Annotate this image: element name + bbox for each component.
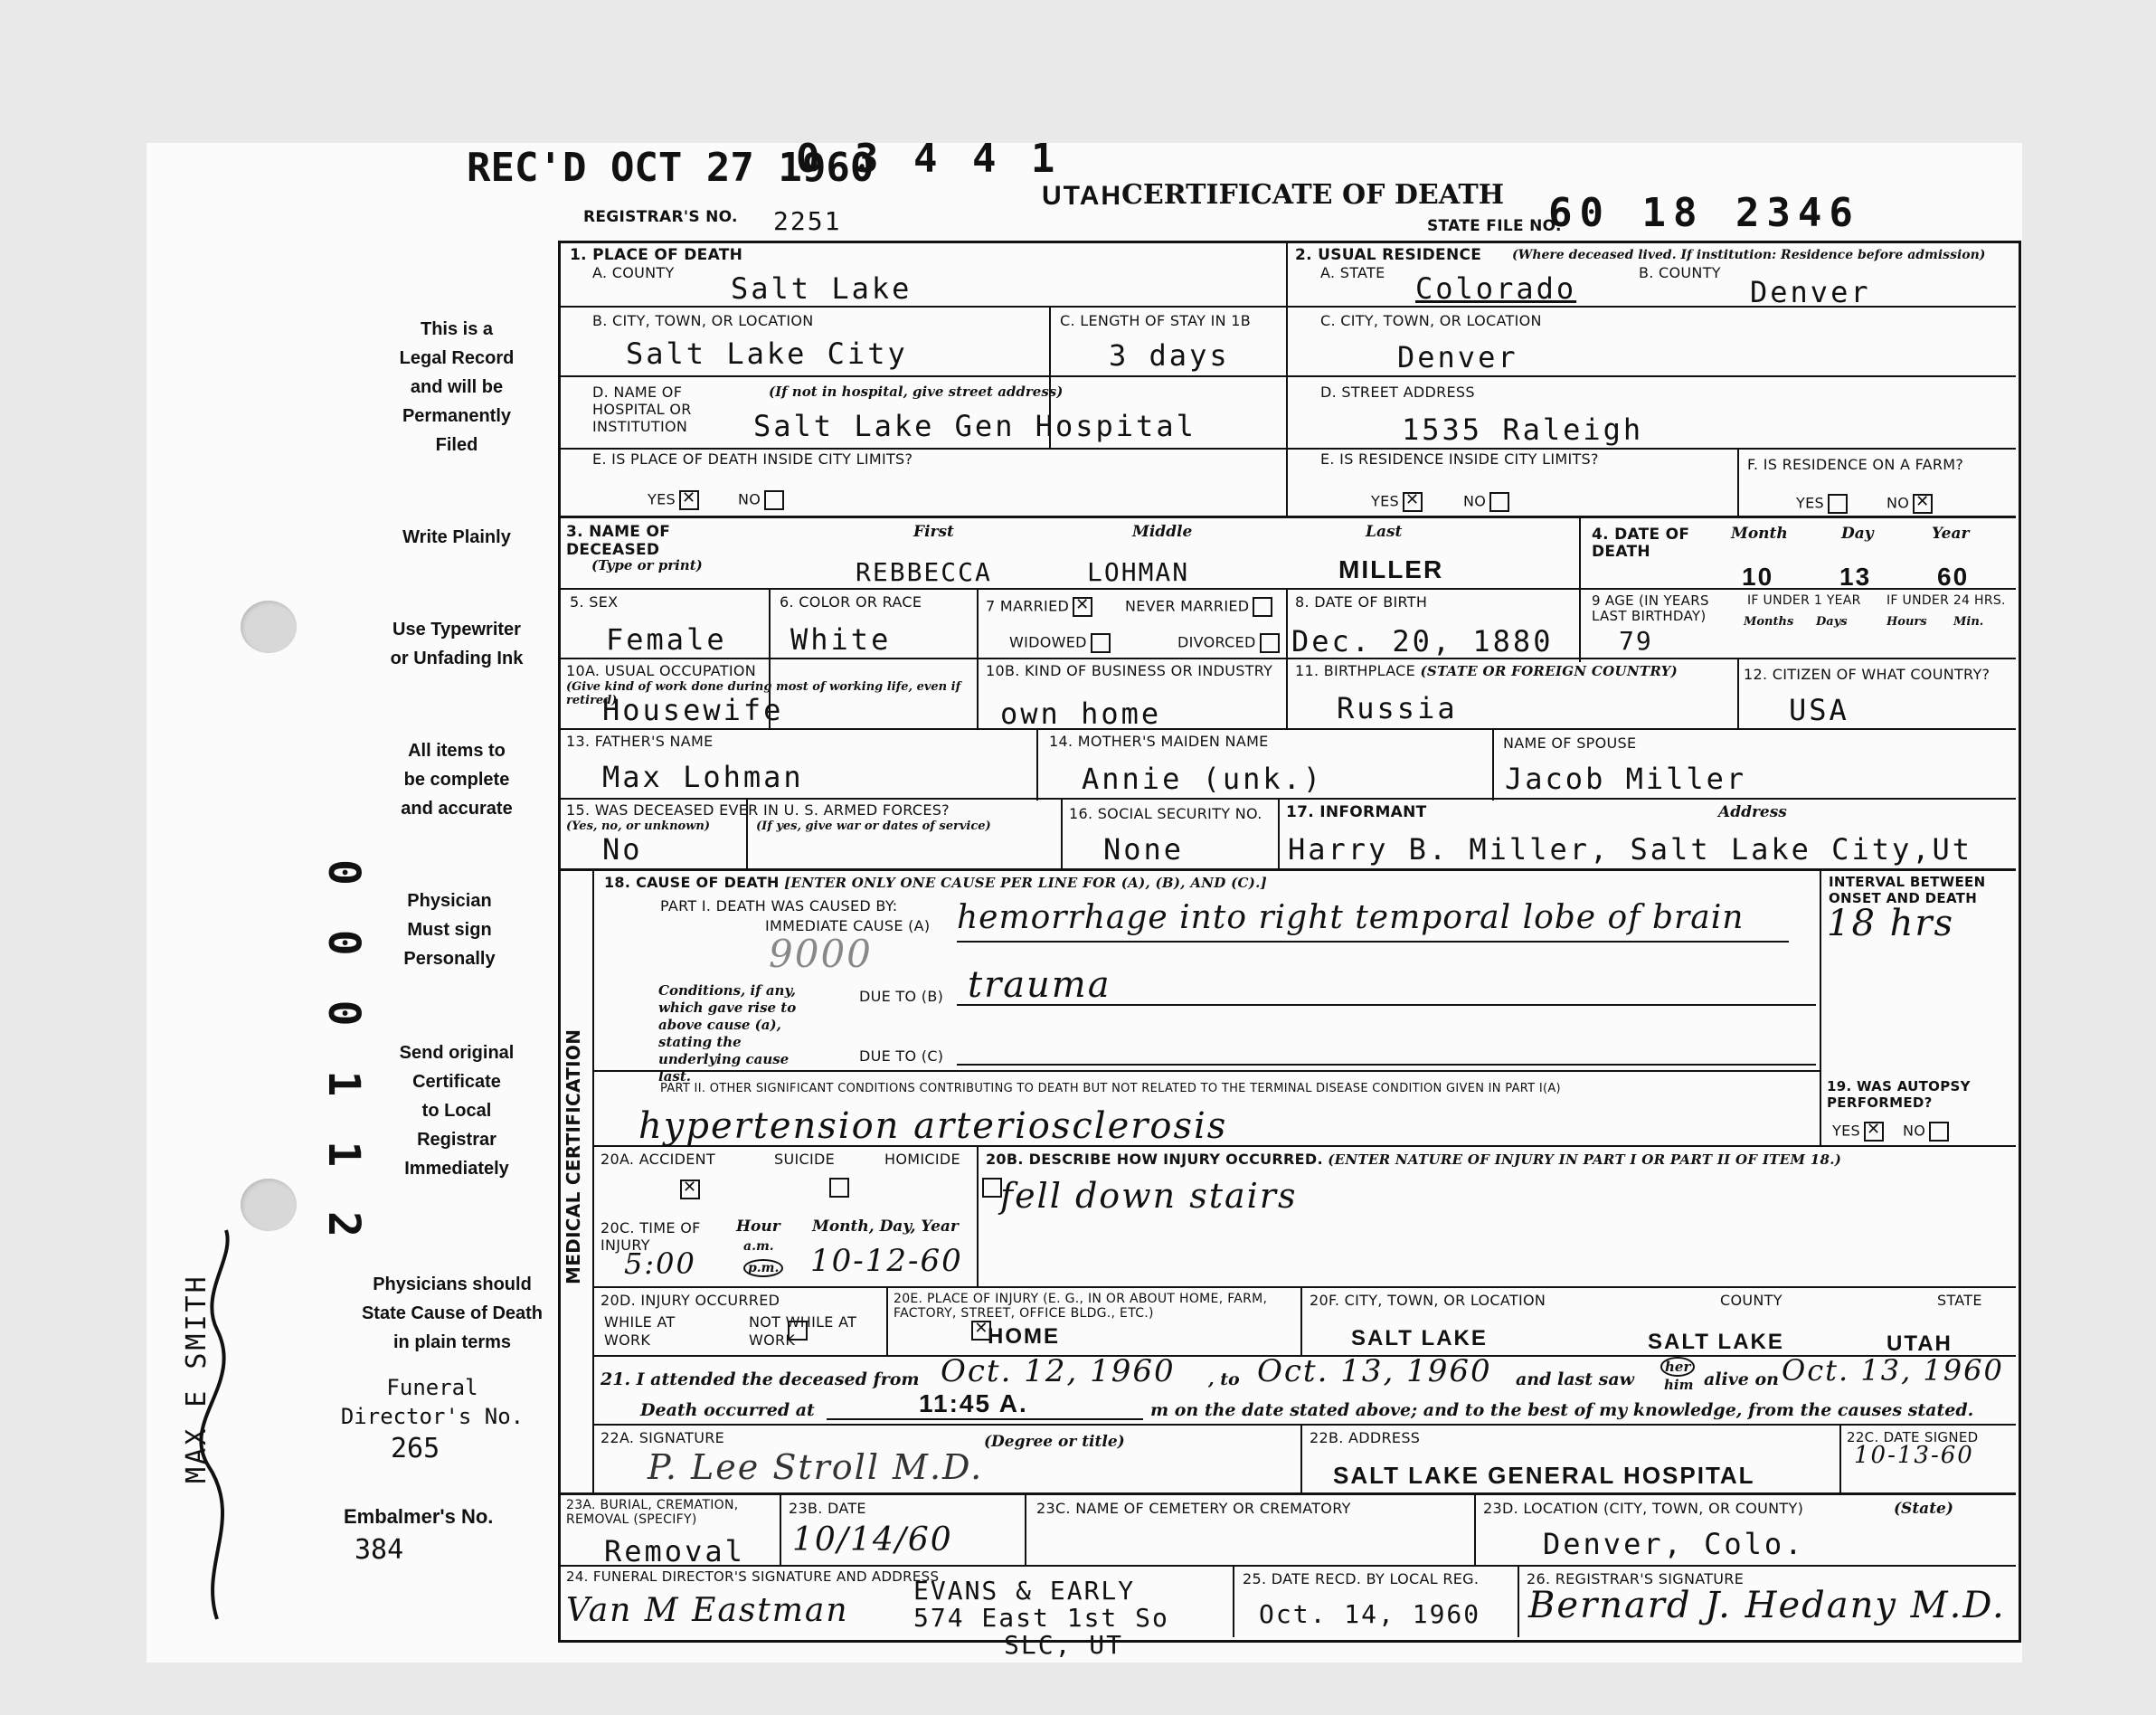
married-option[interactable]: 7 MARRIED✕: [986, 597, 1092, 617]
embalmer-no: 384: [355, 1534, 404, 1566]
residence-inside-label: E. IS RESIDENCE INSIDE CITY LIMITS?: [1320, 450, 1599, 468]
sidebar-send: Send original Certificate to Local Registrar Immediately: [399, 1043, 515, 1179]
burial-method: Removal: [604, 1534, 745, 1568]
homicide-label: HOMICIDE: [884, 1151, 960, 1168]
age-label: 9 AGE (IN YEARS LAST BIRTHDAY): [1592, 592, 1709, 624]
min-label: Min.: [1953, 615, 1984, 629]
state-file-number: 60 18 2346: [1548, 190, 1860, 236]
signer-address: SALT LAKE GENERAL HOSPITAL: [1333, 1462, 1755, 1489]
injury-state: UTAH: [1886, 1331, 1953, 1356]
sidebar-cause: Physicians should State Cause of Death in plain terms: [361, 1274, 544, 1352]
date-recd: Oct. 14, 1960: [1259, 1599, 1481, 1629]
cause-b: trauma: [968, 964, 1111, 1006]
punch-hole: [241, 601, 297, 653]
sidebar-legal: This is a Legal Record and will be Permanently Filed: [399, 319, 515, 455]
interval: 18 hrs: [1827, 903, 1955, 944]
embalmer-label: Embalmer's No.: [344, 1505, 494, 1528]
residence-county: Denver: [1750, 275, 1871, 309]
cemetery-label: 23C. NAME OF CEMETERY OR CREMATORY: [1036, 1500, 1351, 1517]
her-label: her: [1660, 1357, 1695, 1377]
business-label: 10B. KIND OF BUSINESS OR INDUSTRY: [986, 662, 1273, 679]
injury-description: fell down stairs: [1000, 1176, 1298, 1216]
citizen: USA: [1789, 693, 1849, 727]
checkbox[interactable]: [1253, 597, 1272, 617]
autopsy-label: 19. WAS AUTOPSY PERFORMED?: [1827, 1078, 1971, 1111]
cause-label: 18. CAUSE OF DEATH [ENTER ONLY ONE CAUSE PER LINE FOR (A), (B), AND (C).]: [604, 874, 1268, 891]
time-of-injury: 5:00: [624, 1246, 696, 1281]
injury-county-label: COUNTY: [1720, 1292, 1782, 1309]
farm-label: F. IS RESIDENCE ON A FARM?: [1747, 456, 1964, 473]
address-label: Address: [1718, 803, 1787, 821]
farm-yes[interactable]: YES: [1796, 494, 1848, 514]
residence-inside-yes[interactable]: YES✕: [1371, 492, 1423, 512]
place-of-injury: HOME: [988, 1324, 1060, 1349]
date-of-death-label: 4. DATE OF DEATH: [1592, 526, 1690, 561]
alive-on-label: alive on: [1704, 1369, 1779, 1389]
race-label: 6. COLOR OR RACE: [780, 593, 922, 611]
death-inside-no[interactable]: NO: [738, 490, 784, 510]
checkbox-checked[interactable]: [679, 490, 699, 510]
dob-label: 8. DATE OF BIRTH: [1295, 593, 1428, 611]
signature-label: 22A. SIGNATURE: [600, 1429, 725, 1446]
injury-city-label: 20F. CITY, TOWN, OR LOCATION: [1310, 1292, 1546, 1309]
length-of-stay: 3 days: [1109, 338, 1230, 373]
street-label: D. STREET ADDRESS: [1320, 384, 1475, 401]
checkbox[interactable]: [1260, 633, 1280, 653]
accident-checkbox[interactable]: [680, 1180, 700, 1199]
while-at-work-option[interactable]: WHILE AT WORK: [604, 1313, 676, 1349]
armed-forces: No: [602, 832, 643, 867]
time-of-injury-label: 20C. TIME OF INJURY: [600, 1219, 701, 1254]
medical-cert-label: MEDICAL CERTIFICATION: [563, 1028, 584, 1284]
citizen-label: 12. CITIZEN OF WHAT COUNTRY?: [1744, 666, 1991, 683]
alive-date: Oct. 13, 1960: [1782, 1353, 2004, 1388]
injury-state-label: STATE: [1937, 1292, 1982, 1309]
suicide-label: SUICIDE: [774, 1151, 836, 1168]
registrar-sig-label: 26. REGISTRAR'S SIGNATURE: [1527, 1570, 1745, 1587]
deceased-name-label: 3. NAME OF DECEASED: [566, 523, 671, 559]
informant: Harry B. Miller, Salt Lake City,Ut: [1288, 832, 1973, 867]
homicide-checkbox[interactable]: [982, 1178, 1002, 1198]
ssn-label: 16. SOCIAL SECURITY NO.: [1069, 805, 1262, 822]
injury-date: 10-12-60: [810, 1243, 963, 1279]
inside-limits-label: E. IS PLACE OF DEATH INSIDE CITY LIMITS?: [592, 450, 913, 468]
occurred-tail: m on the date stated above; and to the best of my knowledge, from the causes stated.: [1150, 1400, 1974, 1420]
injury-occurred-label: 20D. INJURY OCCURRED: [600, 1292, 780, 1309]
hospital-note: (If not in hospital, give street address): [769, 384, 1064, 400]
hours-label: Hours: [1886, 615, 1927, 629]
injury-county: SALT LAKE: [1648, 1330, 1784, 1354]
death-city-label: B. CITY, TOWN, OR LOCATION: [592, 312, 814, 329]
attended-to: Oct. 13, 1960: [1257, 1353, 1492, 1389]
mother-name: Annie (unk.): [1082, 762, 1324, 796]
checkbox[interactable]: [1489, 492, 1509, 512]
due-to-c-label: DUE TO (C): [859, 1047, 944, 1065]
autopsy-yes[interactable]: YES✕: [1832, 1122, 1884, 1142]
father-label: 13. FATHER'S NAME: [566, 733, 714, 750]
business: own home: [1000, 696, 1162, 731]
year-label: Year: [1932, 525, 1970, 543]
sex-label: 5. SEX: [570, 593, 619, 611]
place-of-injury-label: 20E. PLACE OF INJURY (E. G., IN OR ABOUT HOME, FARM, FACTORY, STREET, OFFICE BLDG., ETC.): [894, 1292, 1268, 1321]
death-day: 13: [1839, 563, 1872, 591]
armed-note-2: (If yes, give war or dates of service): [756, 820, 991, 833]
days-label: Days: [1816, 615, 1848, 629]
funeral-director-sig-label: 24. FUNERAL DIRECTOR'S SIGNATURE AND ADDRESS: [566, 1568, 940, 1585]
under-1-year-label: IF UNDER 1 YEAR: [1747, 593, 1861, 608]
sex: Female: [606, 622, 727, 657]
state-file-label: STATE FILE NO.: [1427, 217, 1562, 235]
occupation-note: (Give kind of work done during most of working life, even if retired): [566, 680, 961, 707]
am-label: a.m.: [743, 1239, 774, 1254]
injury-city: SALT LAKE: [1351, 1326, 1488, 1350]
sidebar-typewriter: Use Typewriter or Unfading Ink: [390, 620, 524, 668]
residence-county-label: B. COUNTY: [1639, 264, 1721, 281]
physician-signature: P. Lee Stroll M.D.: [648, 1447, 984, 1487]
sidebar-write: Write Plainly: [402, 527, 511, 547]
stamp-number: 0 3 4 4 1: [796, 136, 1061, 182]
not-at-work-option[interactable]: NOT WHILE AT WORK: [749, 1313, 857, 1349]
divorced-option[interactable]: DIVORCED: [1177, 633, 1280, 653]
mother-label: 14. MOTHER'S MAIDEN NAME: [1049, 733, 1269, 750]
last-name: MILLER: [1338, 555, 1444, 583]
sidebar-complete: All items to be complete and accurate: [401, 741, 513, 819]
birthplace-label: 11. BIRTHPLACE (STATE OR FOREIGN COUNTRY): [1295, 662, 1678, 679]
death-time: 11:45 A.: [919, 1389, 1028, 1417]
checkbox-checked[interactable]: [1403, 492, 1423, 512]
autopsy-no[interactable]: NO: [1903, 1122, 1949, 1142]
him-label: him: [1664, 1377, 1694, 1393]
burial-location: Denver, Colo.: [1543, 1527, 1805, 1561]
burial-date-label: 23B. DATE: [789, 1500, 866, 1517]
date-signed-label: 22C. DATE SIGNED: [1847, 1429, 1979, 1445]
occurred-at-label: Death occurred at: [640, 1400, 815, 1420]
funeral-address: EVANS & EARLY 574 East 1st So SLC, UT: [913, 1576, 1169, 1660]
spouse-name: Jacob Miller: [1505, 762, 1747, 796]
signer-address-label: 22B. ADDRESS: [1310, 1429, 1421, 1446]
under-24-hrs-label: IF UNDER 24 HRS.: [1886, 593, 2006, 608]
farm-no[interactable]: NO✕: [1886, 494, 1933, 514]
residence-state-label: A. STATE: [1320, 264, 1385, 281]
to-label: , to: [1208, 1369, 1240, 1389]
funeral-director-signature: Van M Eastman: [566, 1592, 849, 1629]
widowed-option[interactable]: WIDOWED: [1009, 633, 1111, 653]
coding-number: 9000: [769, 932, 873, 976]
age: 79: [1619, 626, 1653, 656]
part2-label: PART II. OTHER SIGNIFICANT CONDITIONS CONTRIBUTING TO DEATH BUT NOT RELATED TO THE TERMINAL DISEASE CONDITION GIVEN IN PART I(A): [660, 1082, 1561, 1095]
date-recd-label: 25. DATE RECD. BY LOCAL REG.: [1243, 1570, 1480, 1587]
date-of-birth: Dec. 20, 1880: [1291, 624, 1554, 659]
burial-date: 10/14/60: [792, 1521, 953, 1559]
degree-label: (Degree or title): [984, 1433, 1125, 1451]
state-name: UTAH: [1042, 181, 1123, 211]
due-to-b-label: DUE TO (B): [859, 988, 944, 1005]
checkbox[interactable]: [764, 490, 784, 510]
residence-inside-no[interactable]: NO: [1463, 492, 1509, 512]
middle-label: Middle: [1132, 523, 1193, 541]
pm-label: p.m.: [743, 1259, 783, 1277]
death-year: 60: [1937, 563, 1970, 591]
burial-label: 23A. BURIAL, CREMATION, REMOVAL (SPECIFY): [566, 1498, 739, 1527]
county-label: A. COUNTY: [592, 264, 675, 281]
funeral-director-label: Funeral Director's No.: [340, 1375, 525, 1429]
armed-label: 15. WAS DECEASED EVER IN U. S. ARMED FORCES?: [566, 801, 950, 819]
registrar-no: 2251: [773, 206, 842, 236]
month-label: Month: [1731, 525, 1788, 543]
hour-label: Hour: [736, 1218, 780, 1236]
residence-street: 1535 Raleigh: [1402, 412, 1644, 447]
page-title: CERTIFICATE OF DEATH: [1121, 179, 1505, 211]
residence-note: (Where deceased lived. If institution: Residence before admission): [1512, 248, 1986, 262]
informant-label: 17. INFORMANT: [1286, 803, 1427, 821]
registrar-no-label: REGISTRAR'S NO.: [583, 208, 738, 226]
part2-value: hypertension arteriosclerosis: [638, 1105, 1228, 1147]
interval-label: INTERVAL BETWEEN ONSET AND DEATH: [1829, 874, 1986, 906]
birthplace: Russia: [1337, 691, 1458, 725]
describe-label: 20B. DESCRIBE HOW INJURY OCCURRED. (ENTER NATURE OF INJURY IN PART I OR PART II OF ITEM 18.): [986, 1151, 1842, 1168]
attended-from: Oct. 12, 1960: [941, 1353, 1176, 1389]
cause-a: hemorrhage into right temporal lobe of brain: [957, 899, 1745, 936]
checkbox[interactable]: [1828, 494, 1848, 514]
occupation-label: 10A. USUAL OCCUPATION: [566, 662, 757, 679]
sidebar-physician: Physician Must sign Personally: [403, 891, 496, 969]
first-label: First: [913, 523, 954, 541]
death-county: Salt Lake: [731, 271, 913, 306]
side-signature: [163, 1221, 262, 1637]
hospital-label: D. NAME OF HOSPITAL OR INSTITUTION: [592, 384, 692, 435]
suicide-checkbox[interactable]: [829, 1178, 849, 1198]
date-signed: 10-13-60: [1854, 1442, 1974, 1469]
ssn: None: [1103, 832, 1185, 867]
spouse-label: NAME OF SPOUSE: [1503, 734, 1637, 752]
day-label: Day: [1841, 525, 1874, 543]
checkbox[interactable]: [1929, 1122, 1949, 1142]
part1-label: PART I. DEATH WAS CAUSED BY:: [660, 897, 898, 914]
received-stamp: REC'D OCT 27 1960: [467, 145, 875, 191]
location-label: 23D. LOCATION (CITY, TOWN, OR COUNTY): [1483, 1500, 1804, 1517]
last-saw-label: and last saw: [1516, 1369, 1635, 1389]
registrar-signature: Bernard J. Hedany M.D.: [1528, 1585, 2006, 1626]
first-name: REBBECCA: [856, 557, 992, 587]
attended-label: 21. I attended the deceased from: [600, 1369, 920, 1389]
accident-label: 20A. ACCIDENT: [600, 1151, 715, 1168]
checkbox-checked[interactable]: [1913, 494, 1933, 514]
deceased-name-sub: (Type or print): [591, 557, 703, 573]
race: White: [790, 622, 892, 657]
vertical-register-number: 0 0 0 1 1 2: [318, 859, 369, 1246]
conditions-note: Conditions, if any, which gave rise to above cause (a), stating the underlying cause last.: [658, 982, 797, 1085]
checkbox-checked[interactable]: [1073, 597, 1092, 617]
father-name: Max Lohman: [602, 760, 804, 794]
checkbox-checked[interactable]: [1864, 1122, 1884, 1142]
location-state-label: (State): [1894, 1500, 1953, 1518]
residence-city-label: C. CITY, TOWN, OR LOCATION: [1320, 312, 1542, 329]
funeral-director-no: 265: [391, 1433, 440, 1464]
months-label: Months: [1744, 615, 1794, 629]
armed-note-1: (Yes, no, or unknown): [566, 820, 710, 833]
residence-city: Denver: [1397, 340, 1518, 374]
checkbox[interactable]: [1091, 633, 1111, 653]
hospital-name: Salt Lake Gen Hospital: [753, 409, 1196, 443]
death-inside-yes[interactable]: YES✕: [648, 490, 699, 510]
vertical-name: MAX E SMITH: [181, 1274, 213, 1483]
place-of-death-label: 1. PLACE OF DEATH: [570, 246, 743, 264]
residence-state: Colorado: [1415, 271, 1577, 306]
last-label: Last: [1366, 523, 1403, 541]
death-city: Salt Lake City: [626, 336, 908, 371]
death-month: 10: [1742, 563, 1774, 591]
middle-name: LOHMAN: [1087, 557, 1190, 587]
immediate-label: IMMEDIATE CAUSE (A): [765, 917, 931, 934]
occupation: Housewife: [602, 693, 784, 727]
mdy-label: Month, Day, Year: [812, 1218, 959, 1236]
stay-label: C. LENGTH OF STAY IN 1B: [1060, 312, 1252, 329]
residence-label: 2. USUAL RESIDENCE: [1295, 246, 1482, 264]
never-married-option[interactable]: NEVER MARRIED: [1125, 597, 1272, 617]
